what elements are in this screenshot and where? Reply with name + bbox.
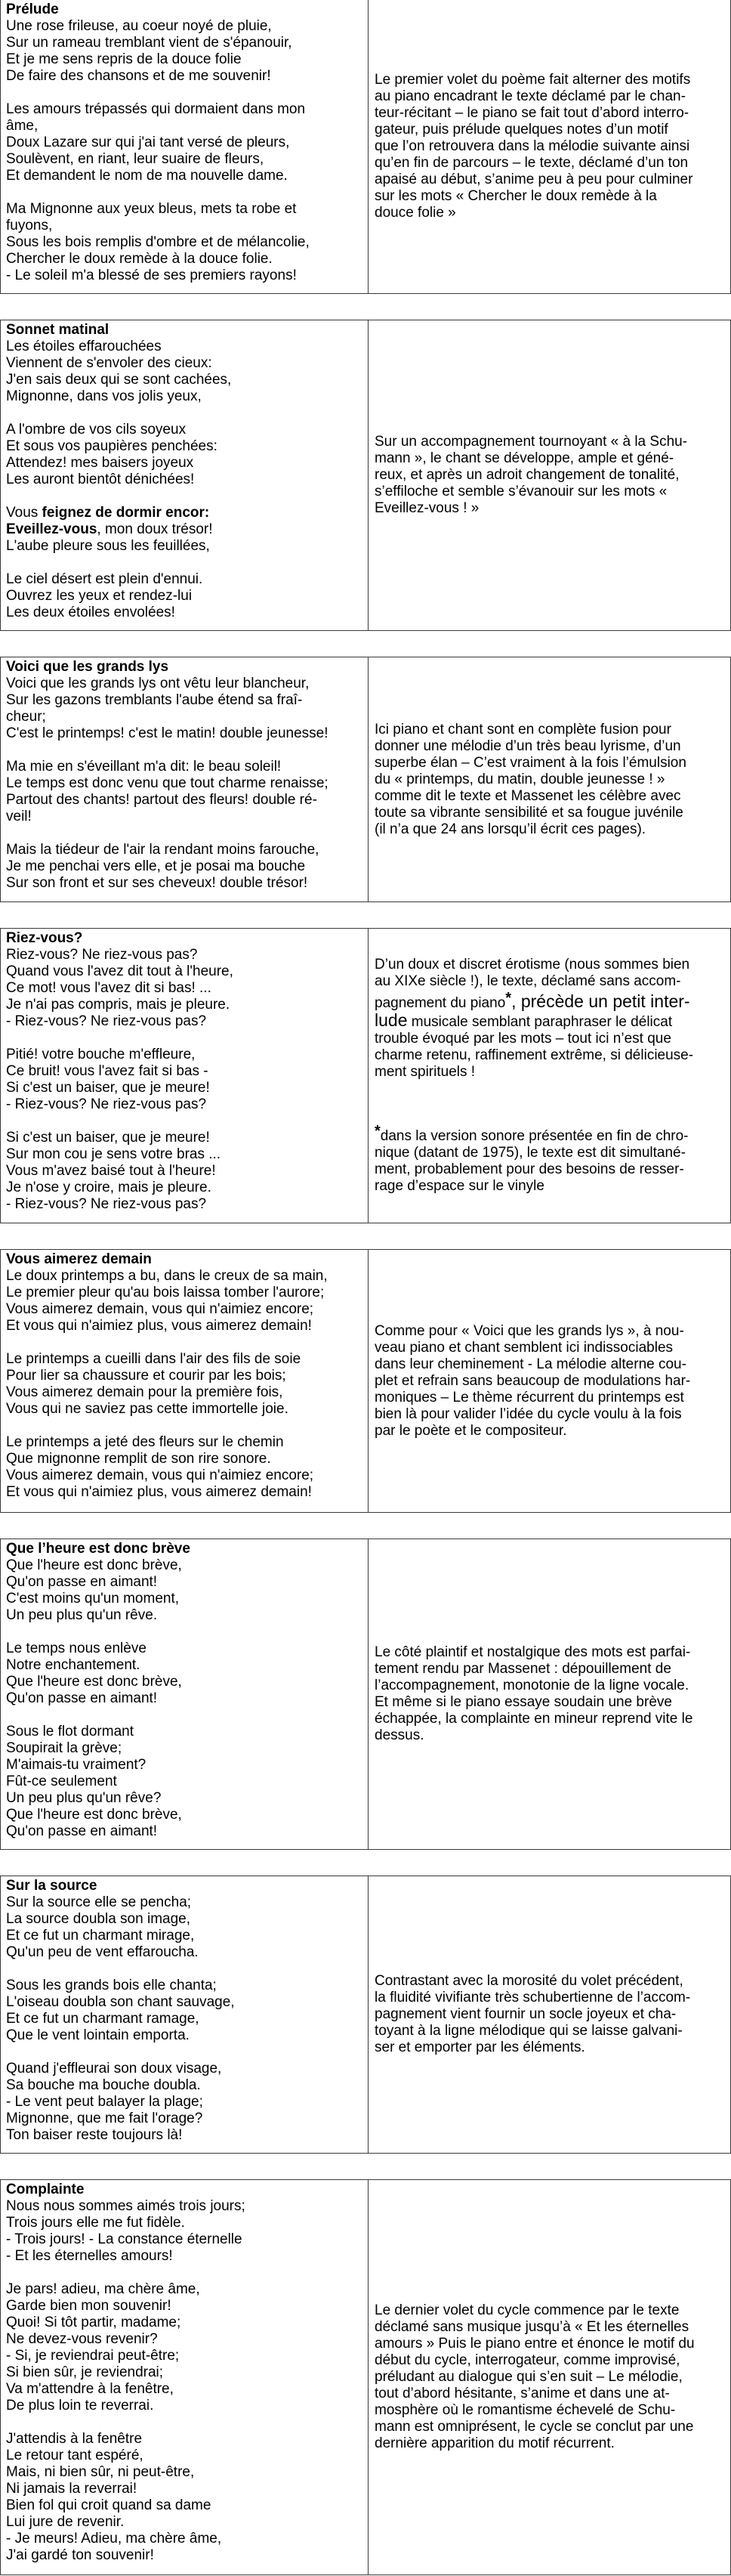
poem-text-segment: Les étoiles effarouchées Viennent de s'envoler des cieux: J'en sais deux qui se sont cachées, Mignonne, dans vos jolis yeux, <box>6 339 232 404</box>
commentary-text-segment: Ici piano et chant sont en complète fusion pour donner une mélodie d’un très beau lyrisme, d’un superbe élan – C’est vraiment à la fois l’émulsion du « printemps, du matin, double jeunesse ! » comme dit le texte et Massenet les célèbre avec toute sa vibrante sensibilité et sa fougue juvénile (il n’a que 24 ans lorsqu’il écrit ces pages). <box>375 721 686 837</box>
commentary-cell <box>368 2180 730 2574</box>
poem-text-segment: Quand j'effleurai son doux visage, Sa bouche ma bouche doubla. - Le vent peut balayer la plage; Mignonne, que me fait l'orage? Ton baiser reste toujours là! <box>6 2061 222 2143</box>
section-vous-aimerez-demain <box>0 1249 731 1513</box>
section-voici-que-les-grands-lys <box>0 657 731 902</box>
poem-text-segment: Le temps nous enlève Notre enchantement. Que l'heure est donc brève, Qu'on passe en aimant! <box>6 1641 182 1706</box>
poem-text-segment: Nous nous sommes aimés trois jours; Trois jours elle me fut fidèle. - Trois jours! - La constance éternelle - Et les éternelles amours! <box>6 2198 245 2264</box>
poem-stanza <box>6 2431 365 2564</box>
poem-stanza <box>6 571 365 621</box>
poem-cell <box>1 1250 368 1512</box>
poem-text-segment: Je pars! adieu, ma chère âme, Garde bien mon souvenir! Quoi! Si tôt partir, madame; Ne devez-vous revenir? - Si, je reviendrai peut-être; Si bien sûr, je reviendrai; Va m'attendre à la fenêtre, De plus loin te reverrai. <box>6 2281 200 2414</box>
poem-cell <box>1 0 368 293</box>
section-complainte <box>0 2179 731 2575</box>
poem-text-segment-bold: feignez de dormir encor: <box>42 505 210 521</box>
poem-text-segment: Pitié! votre bouche m'effleure, Ce bruit! vous l'avez fait si bas - Si c'est un baiser, que je meure! - Riez-vous? Ne riez-vous pas? <box>6 1047 210 1112</box>
poem-text-segment: Vous <box>6 505 42 521</box>
poem-stanza <box>6 2281 365 2414</box>
poem-stanza <box>6 1047 365 1113</box>
commentary-text-segment: Le premier volet du poème fait alterner des motifs au piano encadrant le texte déclamé par le chan- teur-récitant – le piano se fait tout d’abord interro- gateur, puis prélude quelques notes d’un motif que l’on retrouvera dans la mélodie suivante ainsi qu’en fin de parcours – le texte, déclamé d’un ton apaisé au début, s’anime peu à peu pour culminer sur les mots « Chercher le doux remède à la douce folie » <box>375 72 693 221</box>
poem-stanza <box>6 676 365 742</box>
commentary-cell <box>368 657 730 901</box>
commentary-paragraph <box>375 722 727 838</box>
poem-text-segment-bold: Eveillez-vous <box>6 521 97 537</box>
poem-title: Riez-vous? <box>6 930 83 946</box>
poem-text-segment: Riez-vous? Ne riez-vous pas? Quand vous l'avez dit tout à l'heure, Ce mot! vous l'avez dit si bas! ... Je n'ai pas compris, mais je pleure. - Riez-vous? Ne riez-vous pas? <box>6 947 233 1029</box>
poem-text-segment: Mais la tiédeur de l'air la rendant moins farouche, Je me penchai vers elle, et je posai ma bouche Sur son front et sur ses cheveux! double trésor! <box>6 842 319 891</box>
commentary-paragraph <box>375 957 727 1081</box>
footnote-asterisk: * <box>505 990 512 1007</box>
commentary-cell <box>368 1250 730 1512</box>
commentary-text-segment: Sur un accompagnement tournoyant « à la Schu- mann », le chant se développe, ample et géné- reux, et après un adroit changement de tonalité, s’effiloche et semble s’évanouir sur les mots « Eveillez-vous ! » <box>375 434 688 516</box>
poem-text-segment: Le doux printemps a bu, dans le creux de sa main, Le premier pleur qu'au bois laissa tomber l'aurore; Vous aimerez demain, vous qui n'aimiez encore; Et vous qui n'aimiez plus, vous aimerez demain! <box>6 1268 328 1334</box>
poem-text-segment: Le printemps a jeté des fleurs sur le chemin Que mignonne remplit de son rire sonore. Vous aimerez demain, vous qui n'aimiez encore; Et vous qui n'aimiez plus, vous aimerez demain! <box>6 1434 314 1500</box>
poem-text-segment: A l'ombre de vos cils soyeux Et sous vos paupières penchées: Attendez! mes baisers joyeux Les auront bientôt dénichées! <box>6 422 217 487</box>
commentary-paragraph <box>375 1644 727 1744</box>
commentary-text-segment: Le côté plaintif et nostalgique des mots est parfai- tement rendu par Massenet : dépouillement de l’accompagnement, monotonie de la ligne vocale. Et même si le piano essaye soudain une brève échappée, la complainte en mineur reprend vite le dessus. <box>375 1644 693 1743</box>
poem-stanza <box>6 1351 365 1418</box>
poem-title: Voici que les grands lys <box>6 659 169 675</box>
poem-stanza <box>6 18 365 85</box>
poem-stanza <box>6 2198 365 2265</box>
poem-cell <box>1 1539 368 1849</box>
poem-text-segment: , mon doux trésor! L'aube pleure sous les feuillées, <box>6 521 213 554</box>
commentary-text-segment: D’un doux et discret érotisme (nous sommes bien au XIXe siècle !), le texte, déclamé sans accom- pagnement du piano <box>375 957 690 1011</box>
poem-stanza <box>6 1641 365 1707</box>
commentary-footnote <box>375 1123 727 1195</box>
poem-title: Prélude <box>6 2 59 17</box>
section-sur-la-source <box>0 1876 731 2154</box>
poem-title: Complainte <box>6 2182 85 2197</box>
commentary-paragraph <box>375 434 727 517</box>
poem-stanza <box>6 1978 365 2044</box>
commentary-cell <box>368 1539 730 1849</box>
poem-text-segment: Ma mie en s'éveillant m'a dit: le beau soleil! Le temps est donc venu que tout charme renaisse; Partout des chants! partout des fleurs! double ré- veil! <box>6 759 328 824</box>
poem-title: Sur la source <box>6 1878 97 1894</box>
commentary-text-segment-large: , précède un petit inter- lude <box>375 991 690 1030</box>
poem-stanza <box>6 505 365 555</box>
commentary-paragraph <box>375 1973 727 2056</box>
poem-stanza <box>6 1724 365 1840</box>
poem-stanza <box>6 759 365 825</box>
poem-cell <box>1 320 368 630</box>
poem-text-segment: Le ciel désert est plein d'ennui. Ouvrez les yeux et rendez-lui Les deux étoiles envolées! <box>6 571 203 620</box>
commentary-cell <box>368 929 730 1223</box>
poem-stanza <box>6 1434 365 1501</box>
poem-cell <box>1 929 368 1223</box>
commentary-text-segment: dans la version sonore présentée en fin de chro- nique (datant de 1975), le texte est dit simultané- ment, probablement pour des besoins de resser- rage d’espace sur le vinyle <box>375 1128 689 1194</box>
poem-text-segment: Les amours trépassés qui dormaient dans mon âme, Doux Lazare sur qui j'ai tant versé de pleurs, Soulèvent, en riant, leur suaire de fleurs, Et demandent le nom de ma nouvelle dame. <box>6 101 306 184</box>
commentary-cell <box>368 320 730 630</box>
section-sonnet-matinal <box>0 320 731 631</box>
poem-title: Sonnet matinal <box>6 322 109 338</box>
poem-stanza <box>6 1268 365 1334</box>
commentary-cell <box>368 0 730 293</box>
poem-text-segment: Sur la source elle se pencha; La source doubla son image, Et ce fut un charmant mirage, Qu'un peu de vent effaroucha. <box>6 1894 199 1960</box>
poem-title: Vous aimerez demain <box>6 1251 152 1267</box>
poem-stanza <box>6 947 365 1030</box>
poem-text-segment: J'attendis à la fenêtre Le retour tant espéré, Mais, ni bien sûr, ni peut-être, Ni jamais la reverrai! Bien fol qui croit quand sa dame Lui jure de revenir. - Je meurs! Adieu, ma chère âme, J'ai gardé ton souvenir! <box>6 2431 222 2563</box>
poem-cell <box>1 1876 368 2153</box>
poem-cell <box>1 2180 368 2574</box>
commentary-cell <box>368 1876 730 2153</box>
poem-text-segment: Ma Mignonne aux yeux bleus, mets ta robe et fuyons, Sous les bois remplis d'ombre et de mélancolie, Chercher le doux remède à la douce folie. - Le soleil m'a blessé de ses premiers rayons! <box>6 201 310 283</box>
poem-stanza <box>6 422 365 488</box>
poem-stanza <box>6 201 365 284</box>
poem-text-segment: Le printemps a cueilli dans l'air des fils de soie Pour lier sa chaussure et courir par les bois; Vous aimerez demain pour la première fois, Vous qui ne saviez pas cette immortelle joie. <box>6 1351 301 1417</box>
footnote-asterisk: * <box>375 1123 381 1140</box>
section-riez-vous <box>0 928 731 1223</box>
poem-stanza <box>6 2061 365 2144</box>
section-que-l-heure-est-donc-breve <box>0 1538 731 1850</box>
poem-stanza <box>6 1130 365 1213</box>
commentary-text-segment: Le dernier volet du cycle commence par le texte déclamé sans musique jusqu’à « Et les éternelles amours » Puis le piano entre et énonce le motif du début du cycle, interrogateur, comme improvisé, préludant au dialogue qui s’en suit – Le mélodie, tout d’abord hésitante, s’anime et dans une at- mosphère où le romantisme échevelé de Schu- mann est omniprésent, le cycle se conclut par une dernière apparition du motif récurrent. <box>375 2302 695 2451</box>
poem-stanza <box>6 1894 365 1961</box>
poem-text-segment: Sous le flot dormant Soupirait la grève; M'aimais-tu vraiment? Fût-ce seulement Un peu plus qu'un rêve? Que l'heure est donc brève, Qu'on passe en aimant! <box>6 1724 182 1839</box>
poem-text-segment: Une rose frileuse, au coeur noyé de pluie, Sur un rameau tremblant vient de s'épanouir, Et je me sens repris de la douce folie De faire des chansons et de me souvenir! <box>6 18 292 84</box>
poem-text-segment: Voici que les grands lys ont vêtu leur blancheur, Sur les gazons tremblants l'aube étend sa fraî- cheur; C'est le printemps! c'est le matin! double jeunesse! <box>6 676 328 741</box>
section-prelude <box>0 0 731 294</box>
commentary-text-segment: musicale semblant paraphraser le délicat trouble évoqué par les mots – tout ici n’est que charme retenu, raffinement extrême, si délicieuse- ment spirituels ! <box>375 1014 694 1080</box>
commentary-paragraph <box>375 2302 727 2452</box>
poem-stanza <box>6 101 365 184</box>
poem-title: Que l’heure est donc brève <box>6 1541 190 1557</box>
poem-text-segment: Que l'heure est donc brève, Qu'on passe en aimant! C'est moins qu'un moment, Un peu plus qu'un rêve. <box>6 1557 182 1623</box>
commentary-paragraph <box>375 1323 727 1440</box>
poem-text-segment: Si c'est un baiser, que je meure! Sur mon cou je sens votre bras ... Vous m'avez baisé tout à l'heure! Je n'ose y croire, mais je pleure. - Riez-vous? Ne riez-vous pas? <box>6 1130 221 1212</box>
poem-stanza <box>6 1557 365 1624</box>
commentary-text-segment: Contrastant avec la morosité du volet précédent, la fluidité vivifiante très schubertienne de l’accom- pagnement vient fournir un socle joyeux et cha- toyant à la ligne mélodique qui se laisse galvani- ser et emporter par les éléments. <box>375 1973 691 2055</box>
commentary-paragraph <box>375 72 727 221</box>
poem-cell <box>1 657 368 901</box>
poem-stanza <box>6 842 365 892</box>
commentary-text-segment: Comme pour « Voici que les grands lys », à nou- veau piano et chant semblent ici indissociables dans leur cheminement - La mélodie alterne cou- plet et refrain sans beaucoup de modulations har- moniques – Le thème récurrent du printemps est bien là pour valider l’idée du cycle voulu à la fois par le poète et le compositeur. <box>375 1322 691 1439</box>
poem-text-segment: Sous les grands bois elle chanta; L'oiseau doubla son chant sauvage, Et ce fut un charmant ramage, Que le vent lointain emporta. <box>6 1978 235 2043</box>
poem-stanza <box>6 339 365 405</box>
